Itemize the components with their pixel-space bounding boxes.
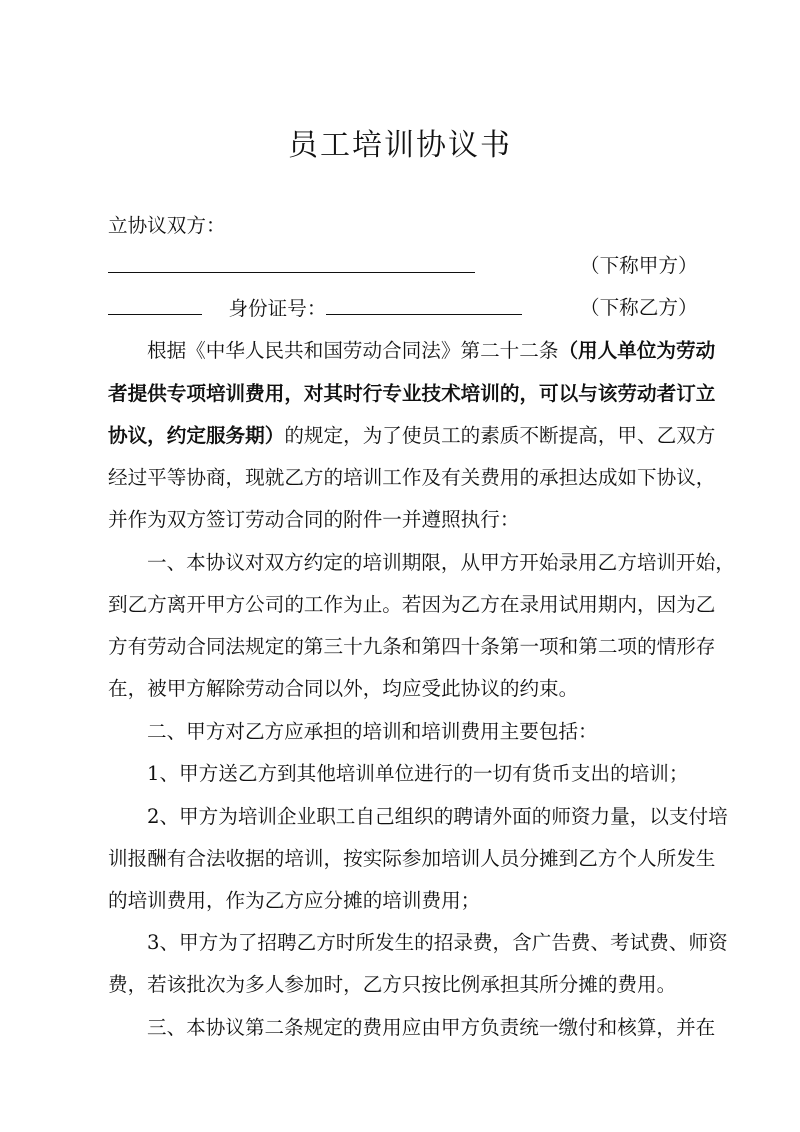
party-b-suffix: （下称乙方） [580,296,698,319]
intro-bold-text-end: 协议，约定服务期） [108,424,285,447]
clause1-line-3: 方有劳动合同法规定的第三十九条和第四十条第一项和第二项的情形存 [108,635,716,658]
intro-line-4: 经过平等协商，现就乙方的培训工作及有关费用的承担达成如下协议， [108,466,716,489]
document-title: 员工培训协议书 [288,128,512,163]
clause1-line-2: 到乙方离开甲方公司的工作为止。若因为乙方在录用试用期内，因为乙 [108,593,716,616]
intro-line-2: 者提供专项培训费用，对其时行专业技术培训的，可以与该劳动者订立 [108,382,716,405]
clause2-item-3-line-1: 3、甲方为了招聘乙方时所发生的招录费，含广告费、考试费、师资 [147,931,728,954]
party-b-name-blank [108,294,202,315]
party-a-line [108,252,475,281]
clause1-line-1: 一、本协议对双方约定的培训期限，从甲方开始录用乙方培训开始， [147,551,735,574]
clause1-line-4: 在，被甲方解除劳动合同以外，均应受此协议的约束。 [108,677,579,700]
clause2-item-2-line-1: 2、甲方为培训企业职工自己组织的聘请外面的师资力量，以支付培 [147,805,728,828]
intro-bold-text: （用人单位为劳动 [558,339,716,362]
id-number-blank [326,294,522,315]
clause2-item-2-line-3: 的培训费用，作为乙方应分摊的培训费用； [108,889,481,912]
clause3-line-1: 三、本协议第二条规定的费用应由甲方负责统一缴付和核算，并在 [147,1016,716,1039]
party-a-blank [108,252,475,273]
intro-line-5: 并作为双方签订劳动合同的附件一并遵照执行： [108,508,520,531]
intro-line-1 [147,337,716,365]
clause2-item-1: 1、甲方送乙方到其他培训单位进行的一切有货币支出的培训； [147,762,689,785]
intro-text: 根据《中华人民共和国劳动合同法》第二十二条 [147,339,559,362]
intro-line-3: 协议，约定服务期）的规定，为了使员工的素质不断提高，甲、乙双方 [108,424,716,447]
clause2-heading: 二、甲方对乙方应承担的培训和培训费用主要包括： [147,720,598,743]
id-number-label: 身份证号： [228,297,327,320]
party-a-suffix: （下称甲方） [580,254,698,277]
party-b-line [108,294,522,323]
clause2-item-3-line-2: 费，若该批次为多人参加时，乙方只按比例承担其所分摊的费用。 [108,973,677,996]
parties-label: 立协议双方： [108,214,226,237]
clause2-item-2-line-2: 训报酬有合法收据的培训，按实际参加培训人员分摊到乙方个人所发生 [108,847,716,870]
